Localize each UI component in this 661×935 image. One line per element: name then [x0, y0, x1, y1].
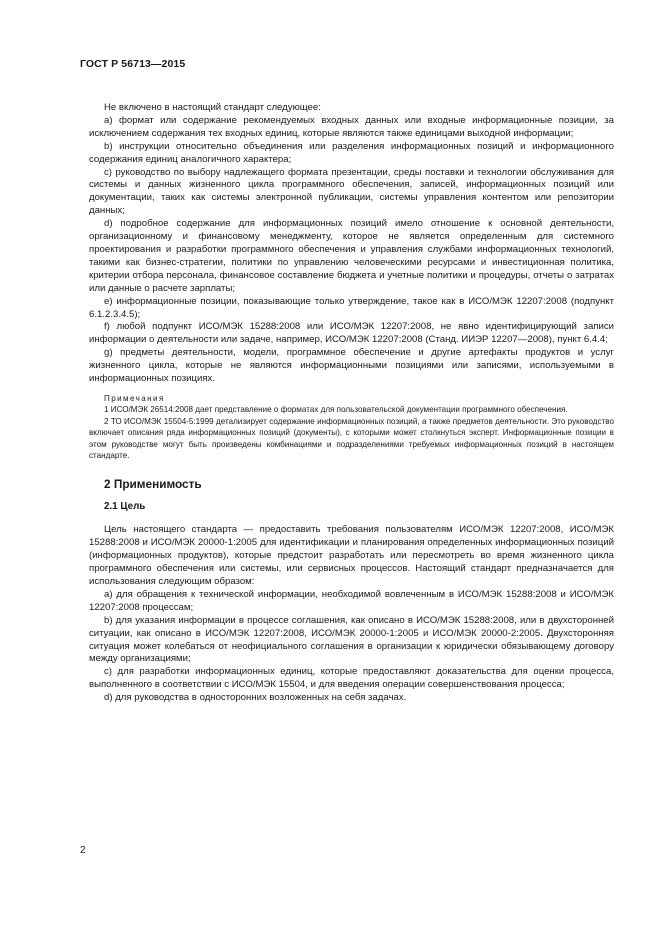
- document-body: [89, 102, 614, 705]
- purpose-paragraph: Цель настоящего стандарта — предоставить требования пользователям ИСО/МЭК 12207:2008, ИСО/МЭК 15288:2008 и ИСО/МЭК 20000-1:2005 для идентификации и планирования определенных информационных позиций (информационных продуктов), которые предстоит разработать или пересмотреть во время жизненного цикла программного обеспечения или системы, или сервисных процессов. Настоящий стандарт предназначается для использования следующим образом:: [89, 524, 614, 587]
- document-header: ГОСТ Р 56713—2015: [80, 58, 186, 70]
- page-number: 2: [80, 845, 86, 856]
- intro-item-b: b) инструкции относительно объединения или разделения информационных позиций и информационного содержания единиц аналогичного характера;: [89, 140, 614, 165]
- intro-item-e: e) информационные позиции, показывающие только утверждение, такое как в ИСО/МЭК 12207:2008 (подпункт 6.1.2.3.4.5);: [89, 295, 614, 320]
- purpose-item-c: c) для разработки информационных единиц, которые предоставляют доказательства для оценки процесса, выполненного в соответствии с ИСО/МЭК 15504, и для введения операции совершенствования процесса;: [89, 666, 614, 691]
- note-2: 2 ТО ИСО/МЭК 15504-5:1999 детализирует содержание информационных позиций, а также предметов деятельности. Это руководство включает описания ряда информационных позиций (документы), с которыми может столкнуться эксперт. Информационные позиции в этом руководстве могут быть произведены комбинациями и подразделениями требуемых информационных позиций в настоящем стандарте.: [89, 416, 614, 460]
- intro-lead: Не включено в настоящий стандарт следующее:: [104, 102, 321, 113]
- intro-item-a: a) формат или содержание рекомендуемых входных данных или входные информационные позиции, за исключением содержания тех входных единиц, которые являются также единицами выходной информации;: [89, 114, 614, 139]
- notes-block: [89, 393, 614, 461]
- notes-title: Примечания: [104, 393, 165, 403]
- intro-item-c: c) руководство по выбору надлежащего формата презентации, среды поставки и технологии обслуживания для системы и данных жизненного цикла программного обеспечения, записей, информационных позиций или документации, таких как системы электронной публикации, системы управления контентом или репозитории данных;: [89, 166, 614, 217]
- purpose-item-b: b) для указания информации в процессе соглашения, как описано в ИСО/МЭК 15288:2008, или в двухсторонней ситуации, как описано в ИСО/МЭК 12207:2008, ИСО/МЭК 20000-1:2005 и ИСО/МЭК 20000-2:2005. Двухсторонняя ситуация может колебаться от неофициального соглашения в организации к юридически обязывающему договору между организациями;: [89, 614, 614, 665]
- subsection-2-1-title: 2.1 Цель: [104, 501, 146, 513]
- section-2-title: 2 Применимость: [104, 477, 202, 492]
- intro-item-d: d) подробное содержание для информационных позиций имело отношение к основной деятельности, организационному и финансовому менеджменту, которое не является определенным для системного проектирования и разработки программного обеспечения и управления службами информационных технологий, такими как бизнес-стратегии, политики по управлению человеческими ресурсами и инвестиционная политика, критерии отбора персонала, финансовое составление бюджета и учетные политики и процедуры, отчеты о затратах или данные о расчете зарплаты;: [89, 218, 614, 294]
- note-1: 1 ИСО/МЭК 26514:2008 дает представление о форматах для пользовательской документации программного обеспечения.: [104, 405, 568, 415]
- intro-item-f: f) любой подпункт ИСО/МЭК 15288:2008 или ИСО/МЭК 12207:2008, не явно идентифицирующий записи информации о деятельности или задаче, например, ИСО/МЭК 12207:2008 (Станд. ИИЭР 12207—2008), пункт 6.4.4;: [89, 321, 614, 346]
- purpose-item-d: d) для руководства в односторонних возложенных на себя задачах.: [104, 692, 407, 704]
- intro-item-g: g) предметы деятельности, модели, программное обеспечение и другие артефакты продуктов и услуг жизненного цикла, которые не являются информационными позициями или записями, используемыми в информационных позициях.: [89, 347, 614, 385]
- purpose-item-a: a) для обращения к технической информации, необходимой вовлеченным в ИСО/МЭК 15288:2008 и ИСО/МЭК 12207:2008 процессам;: [89, 588, 614, 613]
